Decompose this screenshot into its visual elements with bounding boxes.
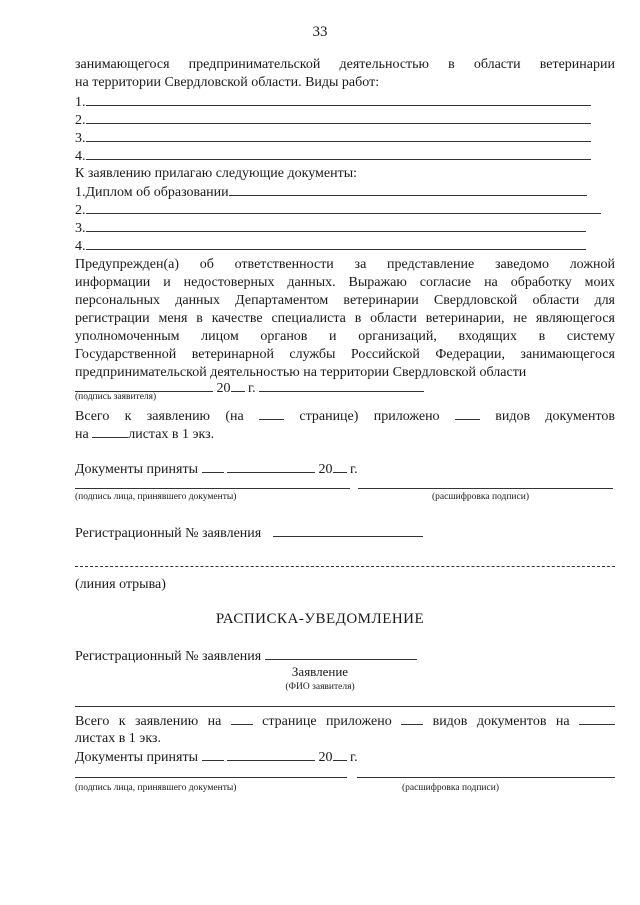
doc-item-4-blank[interactable]	[86, 237, 586, 250]
receipt-page-blank[interactable]	[231, 712, 253, 725]
receipt-sheets-blank[interactable]	[579, 712, 615, 725]
attachments-line-1: Всего к заявлению (на странице) приложено видов документов	[75, 409, 616, 424]
warning-line-7: предпринимательской деятельностью на территории Свердловской области	[75, 365, 527, 380]
receipt-statement-label: Заявление	[291, 664, 349, 679]
accepted-signature-line[interactable]	[75, 488, 350, 489]
warning-line-1: Предупрежден(а) об ответственности за представление заведомо ложной	[75, 257, 615, 272]
intro-line-2: на территории Свердловской области. Виды работ:	[75, 75, 380, 90]
docs-heading: К заявлению прилагаю следующие документы:	[75, 166, 358, 181]
receipt-transcript-line[interactable]	[357, 777, 615, 778]
warning-line-2: информации и недостоверных данных. Выражаю согласие на обработку моих	[75, 275, 615, 290]
receipt-signature-line[interactable]	[75, 777, 347, 778]
doc-item-2-blank[interactable]	[86, 201, 601, 214]
work-item-2: 2.	[75, 111, 615, 129]
tear-line-caption: (линия отрыва)	[75, 577, 166, 592]
receipt-fio-line[interactable]	[75, 706, 615, 707]
work-item-4-blank[interactable]	[86, 147, 591, 160]
work-item-3: 3.	[75, 129, 615, 147]
doc-item-4: 4.	[75, 237, 615, 255]
attachments-line-2: на листах в 1 экз.	[75, 427, 215, 442]
receipt-accepted-line: Документы приняты 20 г.	[75, 750, 358, 765]
receipt-registration-blank[interactable]	[265, 647, 417, 660]
doc-item-3: 3.	[75, 219, 615, 237]
receipt-types-blank[interactable]	[401, 712, 423, 725]
applicant-signature-caption: (подпись заявителя)	[75, 392, 157, 402]
receipt-title: РАСПИСКА-УВЕДОМЛЕНИЕ	[215, 611, 425, 627]
accepted-month-blank[interactable]	[227, 460, 315, 473]
doc-item-1: 1.Диплом об образовании	[75, 183, 615, 201]
page-number: 33	[312, 24, 328, 40]
warning-line-3: персональных данных Департаментом ветеринарии Свердловской области для	[75, 293, 615, 308]
applicant-signature-blank[interactable]	[259, 379, 424, 392]
tear-line	[75, 566, 615, 567]
doc-item-2: 2.	[75, 201, 615, 219]
accepted-year-blank[interactable]	[333, 460, 347, 473]
work-item-1: 1.	[75, 93, 615, 111]
receipt-attachments-line-2: листах в 1 экз.	[75, 731, 161, 746]
warning-line-4: регистрации меня в качестве специалиста в области ветеринарии, не являющегося	[75, 311, 615, 326]
accepted-day-blank[interactable]	[202, 460, 224, 473]
receipt-registration-line: Регистрационный № заявления	[75, 647, 615, 665]
applicant-date-line: 20 г.	[75, 379, 615, 397]
accepted-transcript-caption: (расшифровка подписи)	[432, 492, 529, 502]
warning-line-6: Государственной ветеринарной службы Российской Федерации, занимающегося	[75, 347, 615, 362]
receipt-attachments-line-1: Всего к заявлению на странице приложено видов документов на	[75, 712, 615, 730]
applicant-date-blank[interactable]	[75, 379, 213, 392]
intro-line-1: занимающегося предпринимательской деятельностью в области ветеринарии	[75, 57, 615, 72]
accepted-transcript-line[interactable]	[358, 488, 613, 489]
applicant-year-blank[interactable]	[231, 379, 245, 392]
receipt-month-blank[interactable]	[227, 748, 315, 761]
receipt-signature-caption: (подпись лица, принявшего документы)	[75, 783, 237, 793]
doc-item-3-blank[interactable]	[86, 219, 586, 232]
accepted-signature-caption: (подпись лица, принявшего документы)	[75, 492, 237, 502]
work-item-3-blank[interactable]	[86, 129, 591, 142]
receipt-day-blank[interactable]	[202, 748, 224, 761]
doc-item-1-blank[interactable]	[229, 183, 587, 196]
attachments-sheets-blank[interactable]	[92, 425, 128, 438]
warning-line-5: уполномоченным лицом органов и организаций, входящих в систему	[75, 329, 615, 344]
receipt-year-blank[interactable]	[333, 748, 347, 761]
receipt-fio-caption: (ФИО заявителя)	[285, 682, 355, 692]
registration-line: Регистрационный № заявления	[75, 524, 615, 542]
work-item-4: 4.	[75, 147, 615, 165]
accepted-line: Документы приняты 20 г.	[75, 462, 358, 477]
work-item-1-blank[interactable]	[86, 93, 591, 106]
attachments-page-blank[interactable]	[259, 407, 284, 420]
receipt-transcript-caption: (расшифровка подписи)	[402, 783, 499, 793]
attachments-types-blank[interactable]	[455, 407, 480, 420]
registration-number-blank[interactable]	[273, 524, 423, 537]
work-item-2-blank[interactable]	[86, 111, 591, 124]
